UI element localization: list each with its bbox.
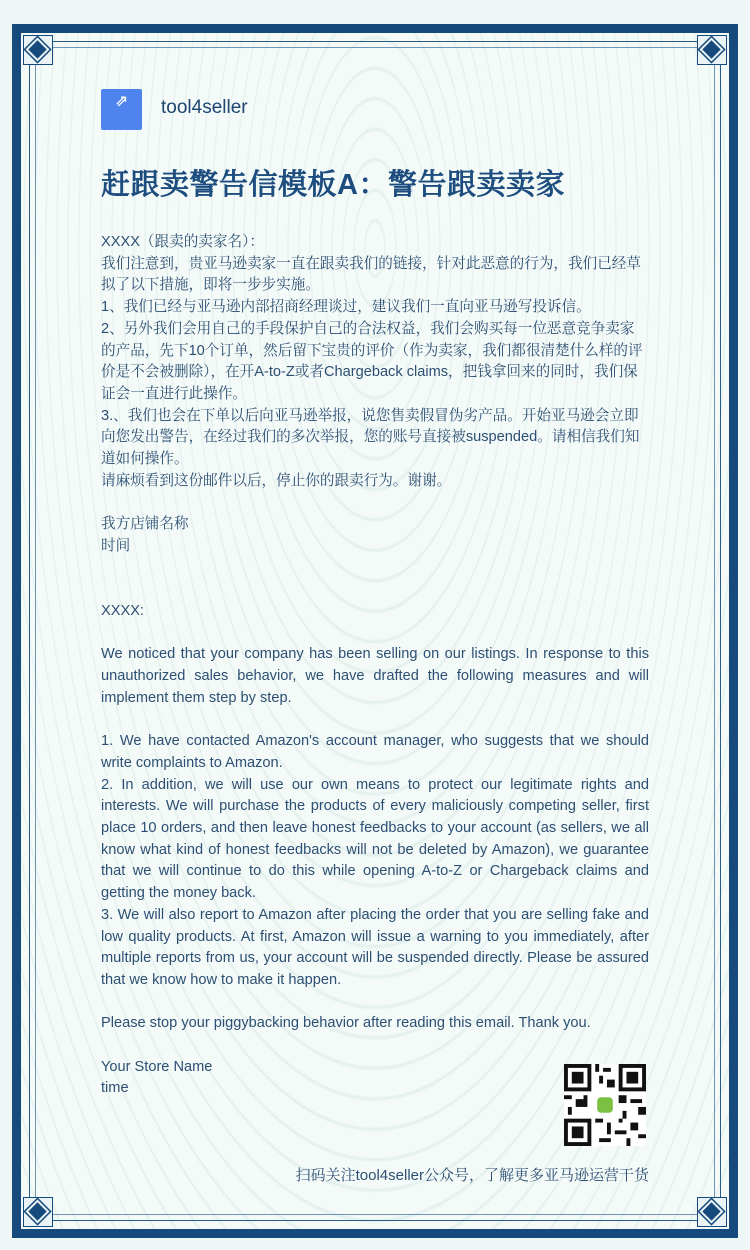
en-intro: We noticed that your company has been selling on our listings. In response to this unauthorized sales behavior, we have drafted the following measures and will implement them step by step.	[101, 646, 649, 706]
qr-code-pattern	[564, 1064, 646, 1146]
cn-paragraph: 1、我们已经与亚马逊内部招商经理谈过，建议我们一直向亚马逊写投诉信。	[101, 299, 591, 316]
en-salutation: XXXX:	[101, 603, 144, 619]
corner-ornament-icon	[23, 1197, 53, 1227]
en-point: 1. We have contacted Amazon's account manager, who suggests that we should write complaints to Amazon.	[101, 733, 649, 771]
page-title: 赶跟卖警告信模板A：警告跟卖卖家	[101, 169, 565, 201]
cn-salutation: XXXX（跟卖的卖家名）：	[101, 234, 264, 250]
brand-name: tool4seller	[161, 97, 248, 118]
cn-paragraph: 3.、我们也会在下单以后向亚马逊举报，说您售卖假冒伪劣产品。开始亚马逊会立即向您发出警告，在经过我们的多次举报，您的账号直接被suspended。请相信我们知道如何操作。	[101, 407, 640, 468]
cn-paragraph: 请麻烦看到这份邮件以后，停止你的跟卖行为。谢谢。	[101, 472, 452, 489]
en-time: time	[101, 1080, 129, 1097]
english-letter	[101, 601, 649, 1100]
qr-code[interactable]	[564, 1064, 646, 1146]
cn-store-name: 我方店铺名称	[101, 516, 189, 533]
en-closing: Please stop your piggybacking behavior after reading this email. Thank you.	[101, 1015, 591, 1032]
logo-arrow-icon: ⇗	[114, 93, 129, 110]
footer-caption: 扫码关注tool4seller公众号，了解更多亚马逊运营干货	[295, 1167, 649, 1184]
chinese-letter	[101, 232, 649, 558]
en-point: 2. In addition, we will use our own means to protect our legitimate rights and interests. We will purchase the products of every maliciously competing seller, first place 10 orders, and then leave honest feedbacks to your account (as sellers, we all know what kind of honest feedbacks will not be deleted by Amazon), we guarantee that we will continue to do this while opening A-to-Z or Chargeback claims and getting the money back.	[101, 776, 649, 902]
cn-time: 时间	[101, 537, 131, 554]
brand-logo	[101, 89, 142, 130]
corner-ornament-icon	[697, 35, 727, 65]
en-store-name: Your Store Name	[101, 1058, 213, 1075]
cn-paragraph: 我们注意到，贵亚马逊卖家一直在跟卖我们的链接，针对此恶意的行为，我们已经草拟了以下措施，即将一步步实施。	[101, 255, 641, 294]
corner-ornament-icon	[23, 35, 53, 65]
cn-paragraph: 2、另外我们会用自己的手段保护自己的合法权益，我们会购买每一位恶意竞争卖家的产品，先下10个订单，然后留下宝贵的评价（作为卖家，我们都很清楚什么样的评价是不会被删除），在开A-to-Z或者Chargeback claims，把钱拿回来的同时，我们保证会一直进行此操作。	[101, 320, 643, 402]
en-point: 3. We will also report to Amazon after placing the order that you are selling fake and low quality products. At first, Amazon will issue a warning to you immediately, after multiple reports from us, your account will be suspended directly. Please be assured that we know how to make it happen.	[101, 906, 649, 988]
corner-ornament-icon	[697, 1197, 727, 1227]
